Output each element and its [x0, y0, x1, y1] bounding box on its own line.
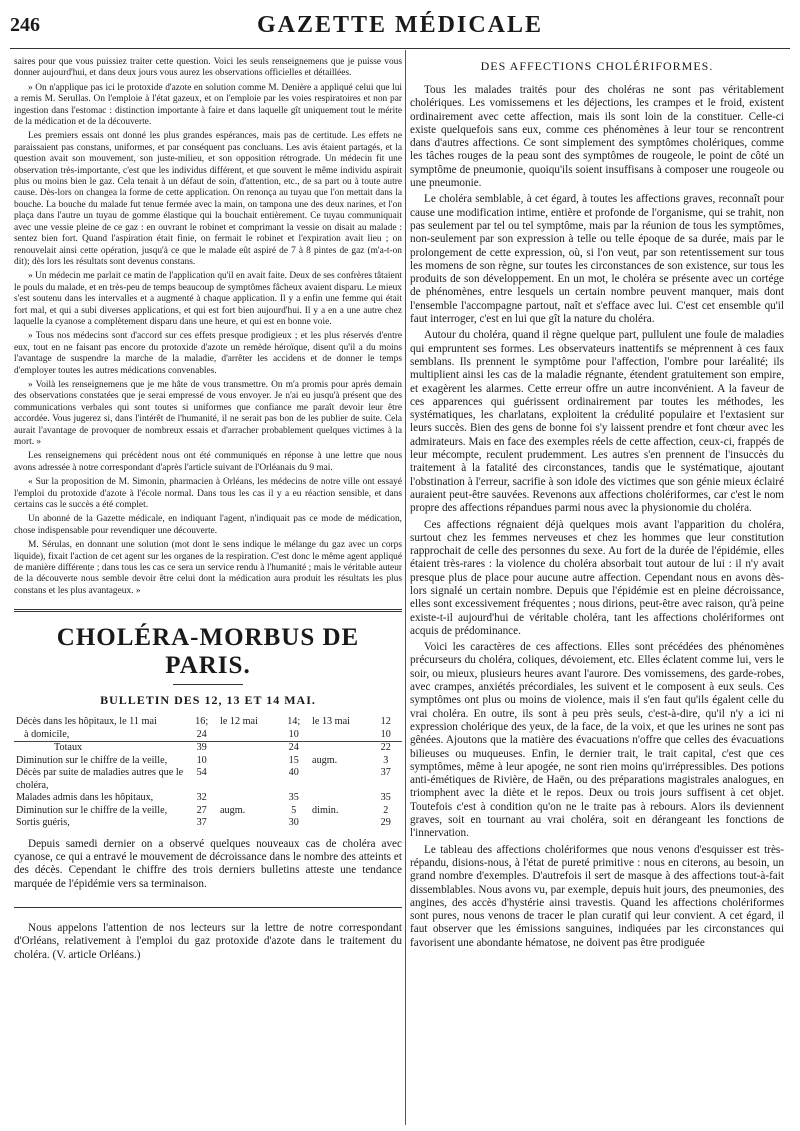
cell: 54	[196, 767, 207, 779]
right-column	[410, 57, 784, 953]
cell: 5	[291, 804, 297, 816]
row-label: Totaux	[54, 742, 83, 754]
cell: 40	[288, 767, 299, 779]
cell: dimin.	[312, 804, 339, 816]
section-separator	[14, 907, 402, 908]
cell: 24	[185, 729, 218, 742]
table-row	[14, 742, 402, 755]
cell	[218, 755, 277, 768]
paragraph: Ces affections régnaient déjà quelques mois avant l'apparition du choléra, surtout chez les femmes nerveuses et chez les hommes que leur constitution rapprochait de celle des personnes du sexe. Au fort de la durée de l'épidémie, elles étaient très-rares : la violence du choléra absorbait tout autour de lui : il n'y avait presque plus de place pour aucune autre affection. Cependant nous en avons dès-lors signalé un certain nombre. Depuis que l'épidémie est en pleine décroissance, elles sont excessivement fréquentes ; nous dirions, peut-être avec raison, qu'à peine existe-t-il aujourd'hui de véritable choléra, tant les affections cholériformes ont acquis de prédominance.	[410, 518, 784, 637]
cell	[218, 742, 277, 755]
table-row	[14, 817, 402, 830]
table-row	[14, 805, 402, 818]
paragraph: » Un médecin me parlait ce matin de l'application qu'il en avait faite. Deux de ses confrères tâtaient le pouls du malade, et en très-peu de temps beaucoup de symptômes fâcheux avaient disparu. Le mieux s'est soutenu dans les intervalles et a augmenté à chaque application. Il y a enfin une femme qui était fort mal, et qui a subi diverses applications, et qui est fort bien aujourd'hui. Il y a en a une autre chez laquelle la cyanose a complètement disparu dans une heure, et qui est en bonne voie.	[14, 271, 402, 327]
paragraph: » Voilà les renseignemens que je me hâte de vous transmettre. On m'a promis pour après demain des observations constatées que je serai empressé de vous envoyer. Je n'ai eu jusqu'à présent que des communications verbales qui sont toutes si uniformes que confiance me paraît devoir leur être accordée. Vous jugerez si, dans l'intérêt de l'humanité, il ne serait pas bon de les publier de suite. Cela aurait l'avantage de provoquer de nombreux essais et d'arracher probablement quelques victimes à la mort. »	[14, 379, 402, 447]
section-separator	[14, 609, 402, 612]
paragraph: Tous les malades traités pour des choléras ne sont pas véritablement cholériques. Les vomissemens et les déjections, les crampes et le froid, existent ordinairement avec cette affection, mais ils sont loin de la constituer. Celle-ci existe quelquefois sans eux, comme ces phénomènes à leur tour se rencontrent dans d'autres affections. Ce sont simplement des symptômes cholériques, comme les tâches rouges de la peau sont des symptômes de rougeole, le point de côté un symptôme de pneumonie, quoiqu'ils soient insuffisans à composer une rougeole ou une pneumonie.	[410, 84, 784, 190]
bulletin-commentary	[14, 838, 402, 891]
cell: 2	[383, 804, 389, 816]
table-row	[14, 729, 402, 742]
page-number: 246	[10, 14, 40, 36]
cell: 37	[196, 817, 207, 829]
left-column	[14, 57, 402, 965]
bulletin-table	[14, 716, 402, 830]
cell	[218, 729, 277, 742]
cell: augm.	[219, 804, 246, 816]
cell	[310, 742, 370, 755]
cell: 27	[196, 804, 207, 816]
editor-note	[14, 922, 402, 962]
cell: le 13 mai	[312, 716, 350, 728]
cholera-section-title: CHOLÉRA-MORBUS DE PARIS.	[56, 624, 360, 680]
paragraph: Voici les caractères de ces affections. Elles sont précédées des phénomènes précurseurs du choléra, coliques, dévoiement, etc. Elles éclatent comme lui, vers le soir, ou mieux, plusieurs heures avant l'aurore. Des vomissemens, des garde-robes, avec crampes, anxiétés précordiales, les suivent et le composent à eux seuls. Ces symptômes ont plus ou moins de violence, mais il s'en faut qu'ils égalent celle du vrai choléra. En outre, ils sont à peu près seuls, c'est-à-dire, qu'il n'y a ici ni expression cholérique des yeux, de la face, de la voix, et que les urines ne sont pas gênées. Ajoutons que la matière des évacuations n'offre que celles des évacuations bilieuses ou muqueuses. Enfin, le dernier trait, le trait capital, c'est que ces symptômes, même à leur apogée, ne sont rien moins qu'irrépressibles. Des potions anti-émétiques de Rivière, de Haën, ou des préparations magistrales analogues, en triomphent avec la diète et le repos. Deux ou trois jours suffisent à cet objet. Toutefois c'est à condition qu'on ne le traite pas à rebours. Alors ils deviennent graves, soit en tournant au vrai choléra, soit en dérangeant les fonctions de l'innervation.	[410, 641, 784, 840]
cell	[218, 817, 277, 830]
cell	[218, 767, 277, 792]
cell: 3	[383, 754, 389, 766]
paragraph: Autour du choléra, quand il règne quelque part, pullulent une foule de maladies qui empruntent ses formes. Les observateurs inattentifs se méprennent à ces faux semblans. Ils prennent le symptôme pour l'affection, l'ombre pour laréalité; ils multiplient ainsi les cas de la maladie régnante, étendent gratuitement son empire, et exagèrent les alarmes. Cette erreur offre un autre inconvénient. A la faveur de ces apparences qui guérissent ordinairement par toutes les méthodes, les systématiques, les charlatans, exploitent la crédulité populaire et l'extasient sur leurs succès. Bien des gens de bonne foi s'y laissent prendre et font chœur avec les admirateurs. Mais en face des exemples réels de cette affection, ceux-ci, frappés de leur mécompte, reculent prudemment. Les autres s'en prennent de l'insuccès du traitement à la fatalité des circonstances, tandis que le systématique, ajoutant l'obstination à l'erreur, sacrifie à son idole des victimes que son génie mieux éclairé auraient peut-être sauvées. Revenons aux affections cholériformes, car c'est le nom propre des affections répandues parmi nous avec la physionomie du choléra.	[410, 329, 784, 515]
cell: 16;	[195, 716, 209, 728]
bulletin-title: BULLETIN DES 12, 13 ET 14 MAI.	[100, 693, 316, 708]
cell: 10	[277, 729, 310, 742]
row-label: Malades admis dans les hôpitaux,	[16, 792, 154, 804]
row-label: Décès par suite de maladies autres que le choléra,	[16, 767, 184, 791]
cell: 15	[288, 754, 299, 766]
row-label: Décès dans les hôpitaux, le 11 mai	[16, 716, 157, 728]
table-row	[14, 792, 402, 805]
paragraph: Nous appelons l'attention de nos lecteurs sur la lettre de notre correspondant d'Orléans, relativement à l'emploi du gaz protoxide d'azote dans le traitement du choléra. (V. article Orléans.)	[14, 921, 402, 961]
cell: 10	[196, 754, 207, 766]
article-title: DES AFFECTIONS CHOLÉRIFORMES.	[480, 59, 714, 73]
cell: 12	[380, 716, 391, 728]
cell: 39	[196, 742, 207, 754]
column-divider	[405, 50, 406, 1125]
cell	[310, 792, 370, 805]
cell: 35	[288, 792, 299, 804]
cell: 14;	[287, 716, 301, 728]
cell: 32	[196, 792, 207, 804]
cell: 35	[380, 792, 391, 804]
paragraph: « Sur la proposition de M. Simonin, pharmacien à Orléans, les médecins de notre ville ont essayé l'emploi du protoxide d'azote à l'école normal. Dans tous les cas il y a eu réaction sensible, et dans certains cas le succès a été complet.	[14, 477, 402, 511]
row-label: Sortis guéris,	[16, 817, 70, 829]
row-label: à domicile,	[14, 729, 185, 742]
paragraph: Le tableau des affections cholériformes que nous venons d'esquisser est très-répandu, disions-nous, à l'état de pureté primitive : nous en citerons, au besoin, un grand nombre d'exemples. D'autrefois il sert de masque à des affections tout-à-fait dissemblables. Nous avons vu, par exemple, depuis huit jours, des pneumonies, des angines, des accès d'hystérie ainsi travestis. Quand les affections cholériformes sont pures, nous venons de tracer le plan curatif qui leur convient. A cet égard, il faut observer que les émissions sanguines, indiquées par les circonstances qui favorisent une abondante hématose, ne doivent pas être prodiguée	[410, 843, 784, 949]
journal-title: GAZETTE MÉDICALE	[256, 12, 544, 38]
paragraph: Les renseignemens qui précèdent nous ont été communiqués en réponse à une lettre que nous avons adressée à notre correspondant d'après l'article suivant de l'Orléanais du 9 mai.	[14, 451, 402, 473]
cell	[310, 817, 370, 830]
paragraph: » On n'applique pas ici le protoxide d'azote en solution comme M. Denière a appliqué celui que lui a remis M. Serullas. On l'emploie à l'état gazeux, et on l'emploie par les voies respiratoires et non par ingestion dans l'estomac : distinction importante à faire et dans laquelle gît uniquement tout le mérite de la médication et de la découverte.	[14, 82, 402, 128]
cell	[218, 792, 277, 805]
table-row	[14, 767, 402, 792]
cell: le 12 mai	[219, 716, 258, 728]
cell: 29	[380, 817, 391, 829]
cell	[310, 729, 370, 742]
cell	[310, 767, 370, 792]
cell: augm.	[312, 754, 338, 766]
paragraph: Un abonné de la Gazette médicale, en indiquant l'agent, n'indiquait pas ce mode de médication, chose indispensable pour revendiquer une découverte.	[14, 514, 402, 536]
cell: 37	[380, 767, 391, 779]
cell: 22	[380, 742, 391, 754]
paragraph: M. Sérulas, en donnant une solution (mot dont le sens indique le mélange du gaz avec un corps liquide), fixait l'action de cet agent sur les organes de la respiration. C'est donc le même agent appliqué de manière différente ; dans tous les cas ce sera un service rendu à l'humanité ; mais le véritable auteur de la découverte nous semble devoir être celui dont la médication aura produit les résultats les plus constans et les plus avantageux. »	[14, 540, 402, 596]
header-rule	[10, 48, 790, 49]
paragraph: Le choléra semblable, à cet égard, à toutes les affections graves, reconnaît pour cause une modification intime, entière et profonde de l'organisme, qui se trahit, non pas seulement par tel ou tel symptôme, mais par la réunion de tous les symptômes, non-seulement par son expression à telle ou telle époque de sa durée, mais par le prolongement de cette expression, où, si l'on veut, par son retentissement sur tous les momens de son règne, sur toutes les circonstances de son existence, sur tous les produits de son développement. En un mot, le choléra se présente avec un cortége de phénomènes, entre lesquels un certain nombre peuvent manquer, mais dont l'ensemble l'accompagne partout, naît et s'efface avec lui. C'est cet ensemble qu'il faut interroger, c'est en lui que gît la nature du choléra.	[410, 193, 784, 326]
cell: 10	[370, 729, 402, 742]
row-label: Diminution sur le chiffre de la veille,	[16, 804, 168, 816]
table-row	[14, 716, 402, 729]
paragraph: Depuis samedi dernier on a observé quelques nouveaux cas de choléra avec cyanose, ce qui a entravé le mouvement de décroissance dans le nombre des atteints et des décès. Cependant le chiffre des trois derniers bulletins atteste une tendance marquée de l'épidémie vers sa terminaison.	[14, 837, 402, 890]
table-row	[14, 755, 402, 768]
letter-text	[14, 57, 402, 597]
paragraph: » Tous nos médecins sont d'accord sur ces effets presque prodigieux ; et les plus réservés d'entre eux, tout en ne faisant pas encore du protoxide d'azote un remède héroïque, disent qu'il a du moins l'avantage de suspendre la marche de la maladie, d'arrêter les accidens et de donner le temps d'employer toutes les autres médications convenables.	[14, 331, 402, 376]
cell: 24	[288, 742, 299, 754]
cell: 30	[288, 817, 299, 829]
article-text	[410, 84, 784, 950]
title-rule	[173, 684, 243, 685]
row-label: Diminution sur le chiffre de la veille,	[16, 754, 168, 766]
paragraph: saires pour que vous puissiez traiter cette question. Voici les seuls renseignemens que je puisse vous donner aujourd'hui, et dans deux jours vous aurez les observations officielles et détaillées.	[14, 57, 402, 79]
paragraph: Les premiers essais ont donné les plus grandes espérances, mais pas de certitude. Les effets ne paraissaient pas constans, uniformes, et par conséquent pas concluans. Les avis étaient partagés, et la question avait son mouvement, son juste-milieu, et son opposition rétrograde. Un médecin fit une observation très-importante, c'est que les individus différent, et que souvent le même individu aspirait plus ou moins bien le gaz. Cela tenait à un défaut de soin, d'attention, etc., de sa part ou à toute autre cause. Dès-lors on changea la forme de cette application. On renonça au tuyau que l'on mettait dans la bouche. La bouche du malade fut tenue fermée avec la main, on tampona une des deux narines, et l'on plaça dans l'autre un tuyau de gomme élastique qui la bouchait entièrement. Ce tuyau communiquait avec une vessie pleine de ce gaz : en ouvrant le robinet et comprimant la vessie on disait au malade : sentez bien fort. Quand l'aspiration était finie, on fermait le robinet et l'expiration avait lieu ; on renouvelait ainsi cette opération, jusqu'à ce que le malade eût aspiré de 7 à 8 pintes de gaz (m'a-t-on dit); dès lors les résultats sont devenus constans.	[14, 131, 402, 267]
